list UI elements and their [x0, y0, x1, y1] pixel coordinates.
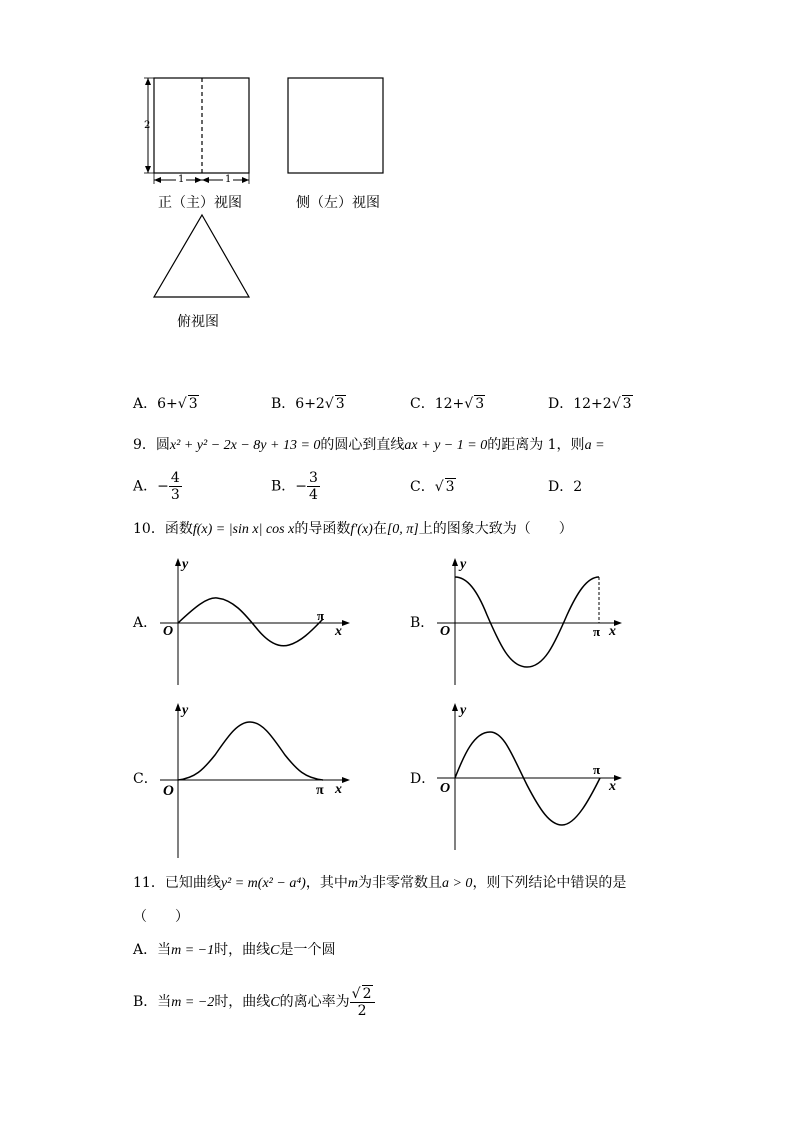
- graph-a-curve: [178, 598, 323, 646]
- graph-c-letter: C．: [133, 771, 158, 787]
- q9-option-c: C．√ 3: [410, 479, 455, 495]
- graph-d-x-label: x: [609, 779, 616, 794]
- graph-b-origin: O: [440, 624, 451, 639]
- q9-option-a: A．− $\frac{4}{3}$: [133, 470, 180, 503]
- q8-option-c: C．12+√ 3: [410, 396, 485, 412]
- q11-stem: 11．已知曲线y² = m(x² − a⁴)，其中m为非零常数且a > 0，则下列结论中错误的是: [133, 875, 627, 891]
- side-view-caption: 侧（左）视图: [296, 195, 380, 211]
- q8-option-d: D．12+2√ 3: [548, 396, 632, 412]
- graph-a-x-label: x: [335, 624, 342, 639]
- graph-d-pi: π: [593, 762, 601, 777]
- q9-stem: 9．圆x² + y² − 2x − 8y + 13 = 0的圆心到直线ax + y − 1 = 0的距离为 1，则a =: [133, 437, 605, 453]
- q8-option-b: B．6+2√ 3: [271, 396, 345, 412]
- dim-right-label: 1: [225, 174, 232, 185]
- side-view-square: [288, 78, 383, 173]
- q10-stem: 10．函数f(x) = |sin x| cos x的导函数f′(x)在[0, π]上的图象大致为（ ）: [133, 521, 573, 537]
- graph-c-curve: [178, 722, 323, 780]
- graph-b: [432, 555, 632, 690]
- graph-d-y-label: y: [460, 703, 467, 718]
- q9-option-d: D．2: [548, 479, 583, 495]
- graph-b-letter: B．: [410, 615, 435, 631]
- graph-a-letter: A．: [133, 615, 158, 631]
- graph-d-origin: O: [440, 781, 451, 796]
- graph-a-y-label: y: [182, 557, 189, 572]
- graph-c-pi: π: [316, 783, 324, 798]
- top-view-triangle: [154, 215, 249, 297]
- graph-b-y-label: y: [460, 557, 467, 572]
- graph-d-letter: D．: [410, 771, 436, 787]
- graph-b-pi: π: [593, 624, 601, 639]
- dim-height-label: 2: [144, 120, 151, 131]
- graph-a-pi: π: [317, 608, 325, 623]
- q11-option-a: A．当m = −1时，曲线C是一个圆: [133, 942, 336, 958]
- graph-a-origin: O: [163, 624, 174, 639]
- q8-option-a: A．6+√ 3: [133, 396, 198, 412]
- front-view-caption: 正（主）视图: [158, 195, 242, 211]
- graph-c: [155, 700, 355, 860]
- dim-left-label: 1: [178, 174, 185, 185]
- graph-a: [155, 555, 355, 690]
- graph-c-origin: O: [163, 783, 174, 799]
- graph-b-x-label: x: [609, 624, 616, 639]
- graph-c-y-label: y: [182, 703, 189, 718]
- q11-option-b: B．当m = −2时，曲线C的离心率为 $\frac{√ 2}{2}$: [133, 985, 375, 1019]
- graph-b-curve: [455, 577, 599, 667]
- q11-answer-paren: （ ）: [133, 909, 189, 925]
- three-views-figure: [130, 70, 410, 310]
- top-view-caption: 俯视图: [177, 314, 219, 330]
- graph-d: [432, 700, 632, 860]
- graph-c-x-label: x: [335, 782, 342, 797]
- q9-option-b: B．− $\frac{3}{4}$: [271, 470, 318, 503]
